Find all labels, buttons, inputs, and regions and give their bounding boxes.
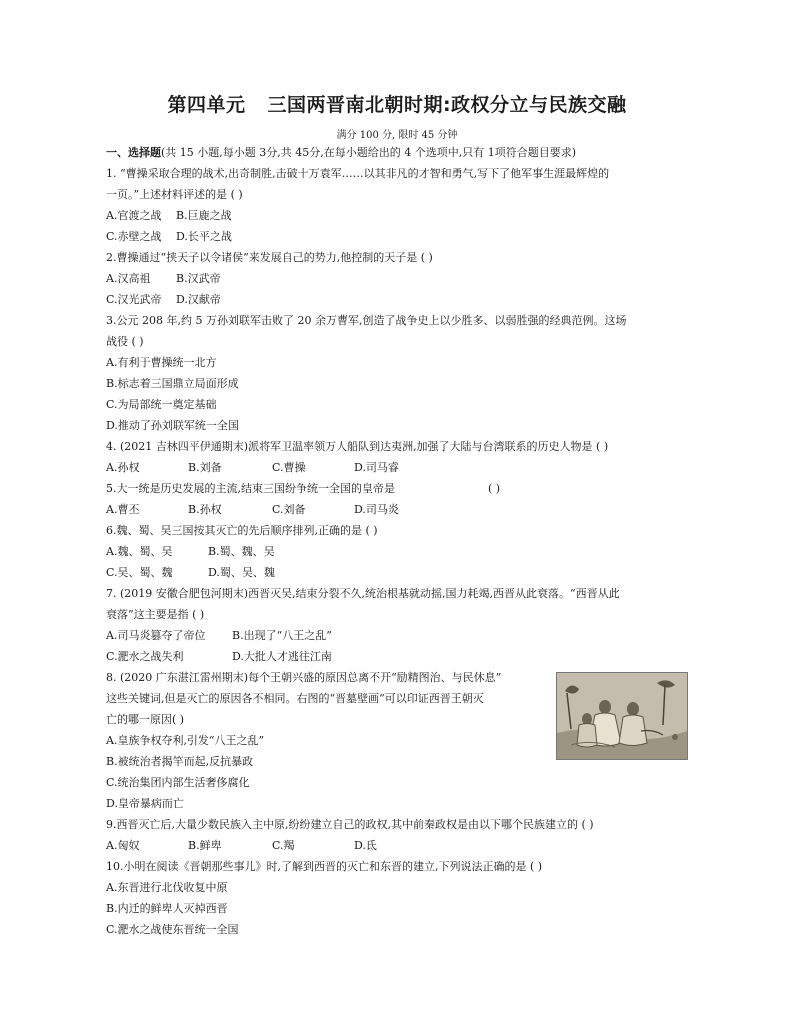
section-description: (共 15 小题,每小题 3分,共 45分,在每小题给出的 4 个选项中,只有 1项符合题目要求) (161, 146, 577, 159)
question-8-option-c: C.统治集团内部生活奢侈腐化 (106, 776, 250, 789)
mural-illustration (557, 673, 687, 759)
question-8-option-b: B.被统治者揭竿而起,反抗暴政 (106, 755, 254, 768)
option-a: A.魏、蜀、吴 (106, 545, 173, 558)
question-10-option-b: B.内迁的鲜卑人灭掉西晋 (106, 902, 228, 915)
option-d: D.氐 (354, 839, 377, 852)
question-4-stem: 4. (2021 吉林四平伊通期末)派将军卫温率领万人船队到达夷洲,加强了大陆与台湾联系的历史人物是 ( ) (106, 440, 609, 453)
option-a: A.官渡之战 (106, 209, 162, 222)
question-6-stem: 6.魏、蜀、吴三国按其灭亡的先后顺序排列,正确的是 ( ) (106, 524, 378, 537)
option-a: A.司马炎篡夺了帝位 (106, 629, 206, 642)
question-6-options-row1 (106, 545, 275, 559)
option-a: A.曹丕 (106, 503, 140, 516)
question-3-option-b: B.标志着三国鼎立局面形成 (106, 377, 239, 390)
question-2-options-row2 (106, 293, 221, 307)
question-10-option-c: C.淝水之战使东晋统一全国 (106, 923, 239, 936)
question-5-options (106, 503, 399, 517)
option-d: D.汉献帝 (176, 293, 221, 306)
question-8-stem-cont: 这些关键词,但是灭亡的原因各不相同。右图的“晋墓壁画”可以印证西晋王朝灭 (106, 692, 484, 705)
question-8-stem-cont2: 亡的哪一原因( ) (106, 713, 185, 726)
question-1-options-row1 (106, 209, 232, 223)
option-c: C.吴、蜀、魏 (106, 566, 173, 579)
option-b: B.鲜卑 (188, 839, 222, 852)
question-3-option-c: C.为局部统一奠定基础 (106, 398, 217, 411)
option-c: C.赤壁之战 (106, 230, 162, 243)
question-7-options-row1 (106, 629, 332, 643)
page-title (0, 90, 794, 117)
unit-topic: 三国两晋南北朝时期:政权分立与民族交融 (267, 94, 627, 116)
question-2-stem: 2.曹操通过“挟天子以令诸侯”来发展自己的势力,他控制的天子是 ( ) (106, 251, 433, 264)
question-3-stem: 3.公元 208 年,约 5 万孙刘联军击败了 20 余万曹军,创造了战争史上以少胜多、以弱胜强的经典范例。这场 (106, 314, 627, 327)
question-1-stem-cont: 一页。”上述材料评述的是 ( ) (106, 188, 243, 201)
option-c: C.淝水之战失利 (106, 650, 184, 663)
question-10-option-a: A.东晋进行北伐收复中原 (106, 881, 228, 894)
answer-paren: ( ) (488, 482, 501, 495)
question-2-options-row1 (106, 272, 221, 286)
option-b: B.蜀、魏、吴 (208, 545, 275, 558)
question-5-text: 5.大一统是历史发展的主流,结束三国纷争统一全国的皇帝是 (106, 482, 395, 495)
option-a: A.孙权 (106, 461, 140, 474)
option-d: D.司马睿 (354, 461, 399, 474)
question-8-option-d: D.皇帝暴病而亡 (106, 797, 184, 810)
question-4-options (106, 461, 399, 475)
option-c: C.羯 (272, 839, 295, 852)
question-3-option-a: A.有利于曹操统一北方 (106, 356, 217, 369)
option-b: B.孙权 (188, 503, 222, 516)
question-3-option-d: D.推动了孙刘联军统一全国 (106, 419, 239, 432)
question-3-stem-cont: 战役 ( ) (106, 335, 144, 348)
question-8-stem: 8. (2020 广东湛江雷州期末)每个王朝兴盛的原因总离不开“励精图治、与民休息” (106, 671, 502, 684)
question-6-options-row2 (106, 566, 275, 580)
section-label: 一、选择题 (106, 146, 161, 159)
option-c: C.曹操 (272, 461, 306, 474)
option-a: A.汉高祖 (106, 272, 151, 285)
option-c: C.刘备 (272, 503, 306, 516)
section-heading (106, 146, 576, 160)
exam-meta: 满分 100 分, 限时 45 分钟 (336, 130, 458, 141)
option-b: B.刘备 (188, 461, 222, 474)
question-1-stem: 1. “曹操采取合理的战术,出奇制胜,击破十万袁军……以其非凡的才智和勇气,写下了他军事生涯最辉煌的 (106, 167, 610, 180)
question-7-stem-cont: 衰落”这主要是指 ( ) (106, 608, 205, 621)
unit-label: 第四单元 (167, 94, 246, 116)
question-7-stem: 7. (2019 安徽合肥包河期末)西晋灭吴,结束分裂不久,统治根基就动摇,国力耗竭,西晋从此衰落。“西晋从此 (106, 587, 620, 600)
question-10-stem: 10.小明在阅读《晋朝那些事儿》时,了解到西晋的灭亡和东晋的建立,下列说法正确的是 ( ) (106, 860, 543, 873)
option-c: C.汉光武帝 (106, 293, 162, 306)
question-9-stem: 9.西晋灭亡后,大量少数民族入主中原,纷纷建立自己的政权,其中前秦政权是由以下哪个民族建立的 ( ) (106, 818, 594, 831)
option-b: B.汉武帝 (176, 272, 221, 285)
option-d: D.大批人才逃往江南 (232, 650, 332, 663)
question-7-options-row2 (106, 650, 332, 664)
question-9-options (106, 839, 377, 853)
tomb-mural-image (556, 672, 688, 760)
option-a: A.匈奴 (106, 839, 140, 852)
question-5-stem (106, 482, 501, 496)
option-d: D.司马炎 (354, 503, 399, 516)
question-1-options-row2 (106, 230, 232, 244)
option-d: D.蜀、吴、魏 (208, 566, 275, 579)
question-8-option-a: A.皇族争权夺利,引发“八王之乱” (106, 734, 265, 747)
option-b: B.出现了“八王之乱” (232, 629, 332, 642)
option-d: D.长平之战 (176, 230, 232, 243)
option-b: B.巨鹿之战 (176, 209, 232, 222)
